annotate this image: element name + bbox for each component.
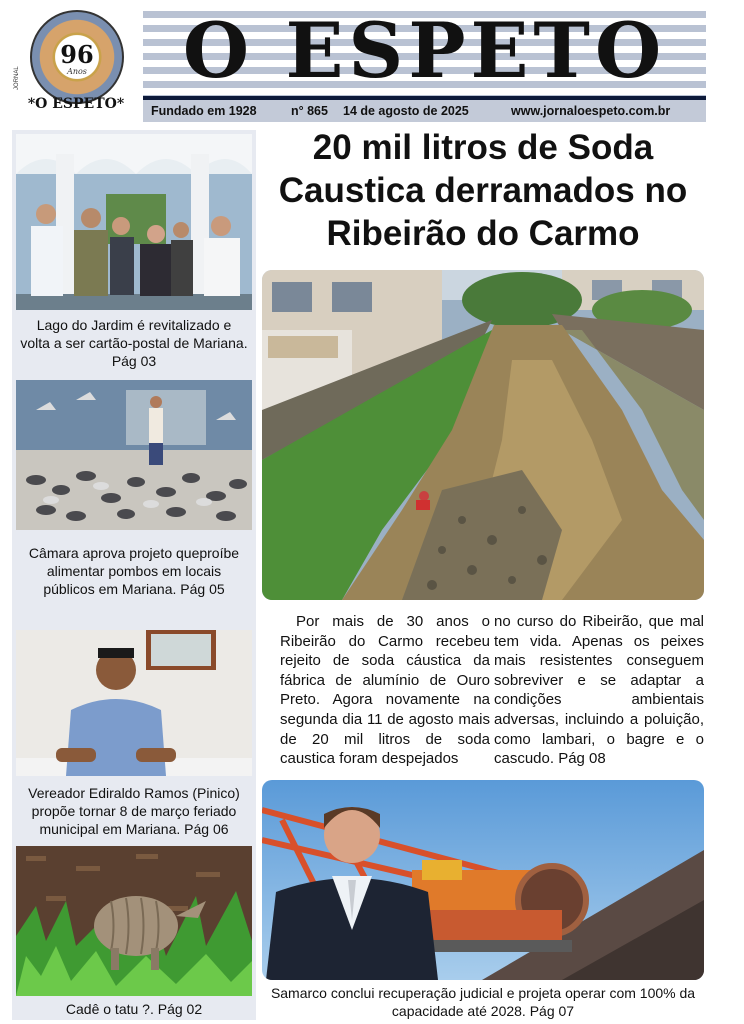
sidebar-caption-3[interactable]: Vereador Ediraldo Ramos (Pinico) propõe tornar 8 de março feriado municipal em Mariana. Pág 06 [28,785,240,837]
website-link[interactable]: www.jornaloespeto.com.br [511,104,671,118]
sidebar-photo-pigeons[interactable] [16,380,252,530]
logo-years: 96 [60,40,94,69]
issue-number: n° 865 [291,104,328,118]
founded-label: Fundado em 1928 [151,104,257,118]
main-body-column-1: Por mais de 30 anos o Ribeirão do Carmo recebeu rejeito de soda cáustica da fábrica de alumínio de Ouro Preto. Agora novamente na segunda dia 11 de agosto mais de 20 mil litros de soda caustica foram despejados [280,613,490,768]
samarco-photo[interactable] [262,780,704,980]
main-headline[interactable]: 20 mil litros de Soda Caustica derramados no Ribeirão do Carmo [278,128,688,253]
logo-years-label: Anos [67,67,87,76]
masthead-info-bar [143,100,706,122]
newspaper-logo [12,4,140,120]
sidebar-column [12,130,256,1020]
sidebar-caption-4[interactable]: Cadê o tatu ?. Pág 02 [65,1001,203,1017]
logo-name: *O ESPETO* [27,96,125,112]
logo-small-label: JORNAL [14,66,20,90]
sidebar-caption-1[interactable]: Lago do Jardim é revitalizado e volta a ser cartão-postal de Mariana. Pág 03 [20,317,248,369]
sidebar-photo-armadillo[interactable] [16,846,252,996]
main-body-column-2: no curso do Ribeirão, que mal tem vida. Apenas os peixes mais resistentes conseguem sobreviver e se adaptar a condições ambientais adversas, incluindo a poluição, como lambari, o bagre e o cascudo. Pág 08 [494,613,704,768]
sidebar-photo-vereador[interactable] [16,630,252,776]
main-photo-river[interactable] [262,270,704,600]
masthead [143,4,706,100]
masthead-title: O ESPETO [182,6,667,95]
samarco-caption[interactable]: Samarco conclui recuperação judicial e projeta operar com 100% da capacidade até 2028. Pág 07 [270,985,696,1019]
sidebar-photo-gazebo[interactable] [16,134,252,310]
sidebar-caption-2[interactable]: Câmara aprova projeto queproíbe alimentar pombos em locais públicos em Mariana. Pág 05 [28,545,240,597]
issue-date: 14 de agosto de 2025 [343,104,469,118]
